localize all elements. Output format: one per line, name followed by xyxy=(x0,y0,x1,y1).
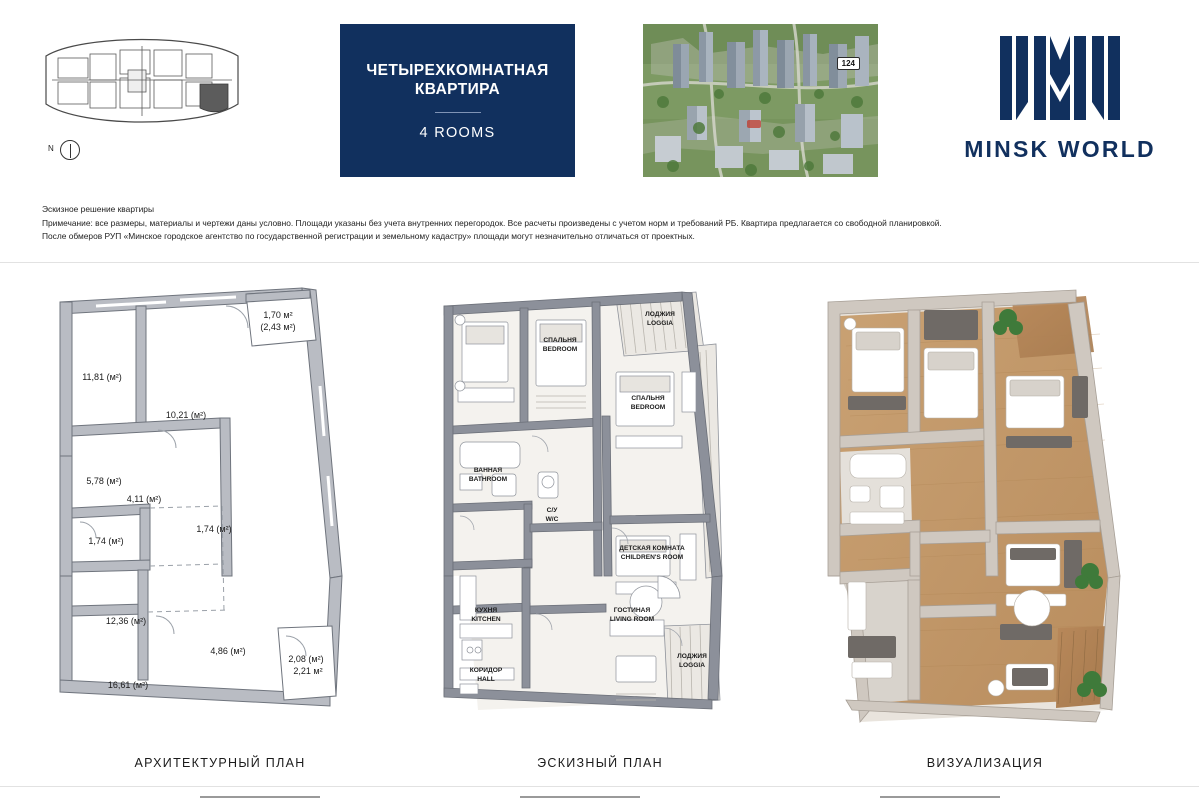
sketch-plan-column xyxy=(420,276,780,776)
footer-marks xyxy=(0,792,1199,802)
room-label-ru: ЛОДЖИЯ xyxy=(645,311,675,318)
area-label: 1,74 (м²) xyxy=(196,524,232,534)
area-label: 11,81 (м²) xyxy=(82,372,122,382)
area-label: 2,21 м² xyxy=(293,666,323,676)
north-label: N xyxy=(48,144,54,153)
page-header xyxy=(0,0,1199,196)
header-divider xyxy=(0,262,1199,263)
architectural-plan-column xyxy=(40,276,400,776)
room-label-ru: ВАННАЯ xyxy=(473,467,503,474)
area-label: 10,21 (м²) xyxy=(165,410,207,420)
visualisation-column xyxy=(800,276,1170,776)
area-label: 5,78 (м²) xyxy=(86,476,122,486)
key-plan-drawing xyxy=(42,26,242,136)
area-label: 4,11 (м²) xyxy=(126,494,162,504)
room-label-en: BATHROOM xyxy=(468,476,508,483)
caption-architectural: АРХИТЕКТУРНЫЙ ПЛАН xyxy=(134,756,306,770)
room-label-en: CHILDREN'S ROOM xyxy=(620,554,684,561)
disclaimer-notes xyxy=(42,204,1172,242)
room-label-ru: ЛОДЖИЯ xyxy=(677,653,707,660)
area-label: 16,61 (м²) xyxy=(107,680,149,690)
site-map-badge: 124 xyxy=(837,57,860,70)
mw-monogram-icon xyxy=(990,30,1130,126)
architectural-plan-drawing xyxy=(40,276,400,726)
north-arrow-icon xyxy=(60,140,80,160)
room-label-ru: ГОСТИНАЯ xyxy=(613,607,651,614)
room-label-en: KITCHEN xyxy=(471,616,501,623)
room-label-ru: КУХНЯ xyxy=(474,607,498,614)
area-label: 1,74 (м²) xyxy=(88,536,124,546)
room-label-en: LOGGIA xyxy=(678,662,706,669)
area-label: 4,86 (м²) xyxy=(210,646,246,656)
title-en: 4 ROOMS xyxy=(419,124,496,141)
caption-visualisation: ВИЗУАЛИЗАЦИЯ xyxy=(926,756,1044,770)
room-label-ru: СПАЛЬНЯ xyxy=(631,395,665,402)
title-divider xyxy=(435,112,481,113)
plans-row xyxy=(0,276,1199,776)
title-block xyxy=(340,24,575,177)
area-label: 12,36 (м²) xyxy=(105,616,147,626)
footer-mark xyxy=(880,796,1000,798)
room-label-en: W/C xyxy=(545,516,559,523)
room-label-en: LIVING ROOM xyxy=(609,616,655,623)
room-label-ru: ДЕТСКАЯ КОМНАТА xyxy=(619,545,685,552)
caption-sketch: ЭСКИЗНЫЙ ПЛАН xyxy=(537,756,663,770)
room-label-en: LOGGIA xyxy=(646,320,674,327)
room-label-ru: С/У xyxy=(546,507,558,514)
notes-line-1: Примечание: все размеры, материалы и чертежи даны условно. Площади указаны без учета внутренних перегородок. Все расчеты произведены с учетом норм и требований РБ. Квартира предлагается со свободной планировкой. xyxy=(42,218,942,228)
footer-mark xyxy=(200,796,320,798)
title-ru-line1: ЧЕТЫРЕХКОМНАТНАЯ xyxy=(366,61,549,79)
notes-line-2: После обмеров РУП «Минское городское агентство по государственной регистрации и земельному кадастру» площади могут незначительно отличаться от проектных. xyxy=(42,230,695,241)
visualisation-render xyxy=(800,276,1170,726)
room-label-ru: СПАЛЬНЯ xyxy=(543,337,577,344)
room-label-en: BEDROOM xyxy=(542,346,578,353)
title-ru-line2: КВАРТИРА xyxy=(414,80,501,98)
logo-text: MINSK WORLD xyxy=(964,136,1156,162)
footer-divider xyxy=(0,786,1199,787)
area-label: (2,43 м²) xyxy=(260,322,296,332)
floor-key-plan xyxy=(42,26,287,176)
brand-logo xyxy=(955,30,1165,175)
room-label-en: BEDROOM xyxy=(630,404,666,411)
room-label-ru: КОРИДОР xyxy=(469,667,503,674)
sketch-plan-drawing xyxy=(420,276,780,726)
notes-title: Эскизное решение квартиры xyxy=(42,204,154,214)
room-label-en: HALL xyxy=(477,676,495,683)
area-label: 1,70 м² xyxy=(263,310,293,320)
area-label: 2,08 (м²) xyxy=(288,654,324,664)
footer-mark xyxy=(520,796,640,798)
site-map-thumbnail xyxy=(643,24,878,177)
